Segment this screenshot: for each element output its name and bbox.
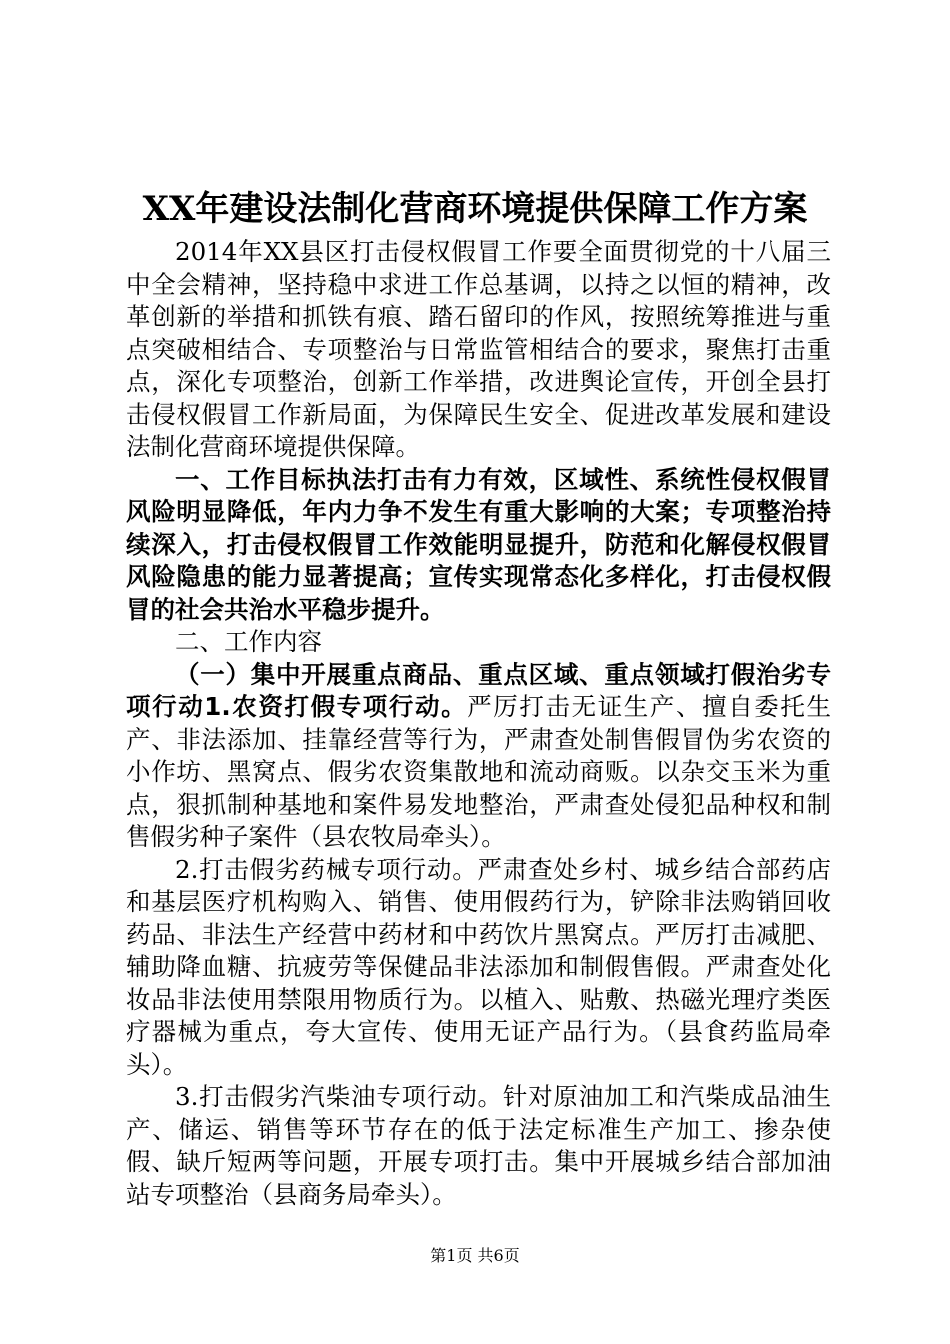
item3-paragraph: 3.打击假劣汽柴油专项行动。针对原油加工和汽柴成品油生产、储运、销售等环节存在的低于法定标准生产加工、掺杂使假、缺斤短两等问题，开展专项打击。集中开展城乡结合部加油站专项整治（县商务局牵头）。: [126, 1082, 831, 1209]
item1-lead: （一）集中开展重点商品、重点区域、重点领域打假治劣专项行动1.农资打假专项行动。: [126, 659, 831, 721]
section-heading: 二、工作内容: [175, 627, 322, 656]
goals-paragraph: 一、工作目标执法打击有力有效，区域性、系统性侵权假冒风险明显降低，年内力争不发生有重大影响的大案；专项整治持续深入，打击侵权假冒工作效能明显提升，防范和化解侵权假冒风险隐患的能力显著提高；宣传实现常态化多样化，打击侵权假冒的社会共治水平稳步提升。: [126, 464, 831, 624]
item1-body: 严厉打击无证生产、擅自委托生产、非法添加、挂靠经营等行为，严肃查处制售假冒伪劣农资的小作坊、黑窝点、假劣农资集散地和流动商贩。以杂交玉米为重点，狠抓制种基地和案件易发地整治，严肃查处侵犯品种权和制售假劣种子案件（县农牧局牵头）。: [126, 692, 832, 851]
document-body: [126, 236, 831, 1211]
page-number-footer: 第1页 共6页: [430, 1246, 520, 1265]
intro-paragraph: 2014年XX县区打击侵权假冒工作要全面贯彻党的十八届三中全会精神，坚持稳中求进工作总基调，以持之以恒的精神，改革创新的举措和抓铁有痕、踏石留印的作风，按照统筹推进与重点突破相结合、专项整治与日常监管相结合的要求，聚焦打击重点，深化专项整治，创新工作举措，改进舆论宣传，开创全县打击侵权假冒工作新局面，为保障民生安全、促进改革发展和建设法制化营商环境提供保障。: [126, 237, 831, 461]
item2-paragraph: 2.打击假劣药械专项行动。严肃查处乡村、城乡结合部药店和基层医疗机构购入、销售、使用假药行为，铲除非法购销回收药品、非法生产经营中药材和中药饮片黑窝点。严厉打击减肥、辅助降血糖、抗疲劳等保健品非法添加和制假售假。严肃查处化妆品非法使用禁限用物质行为。以植入、贴敷、热磁光理疗类医疗器械为重点，夸大宣传、使用无证产品行为。（县食药监局牵头）。: [126, 854, 831, 1079]
item1-paragraph: [126, 659, 831, 854]
document-title: XX年建设法制化营商环境提供保障工作方案: [142, 189, 808, 229]
